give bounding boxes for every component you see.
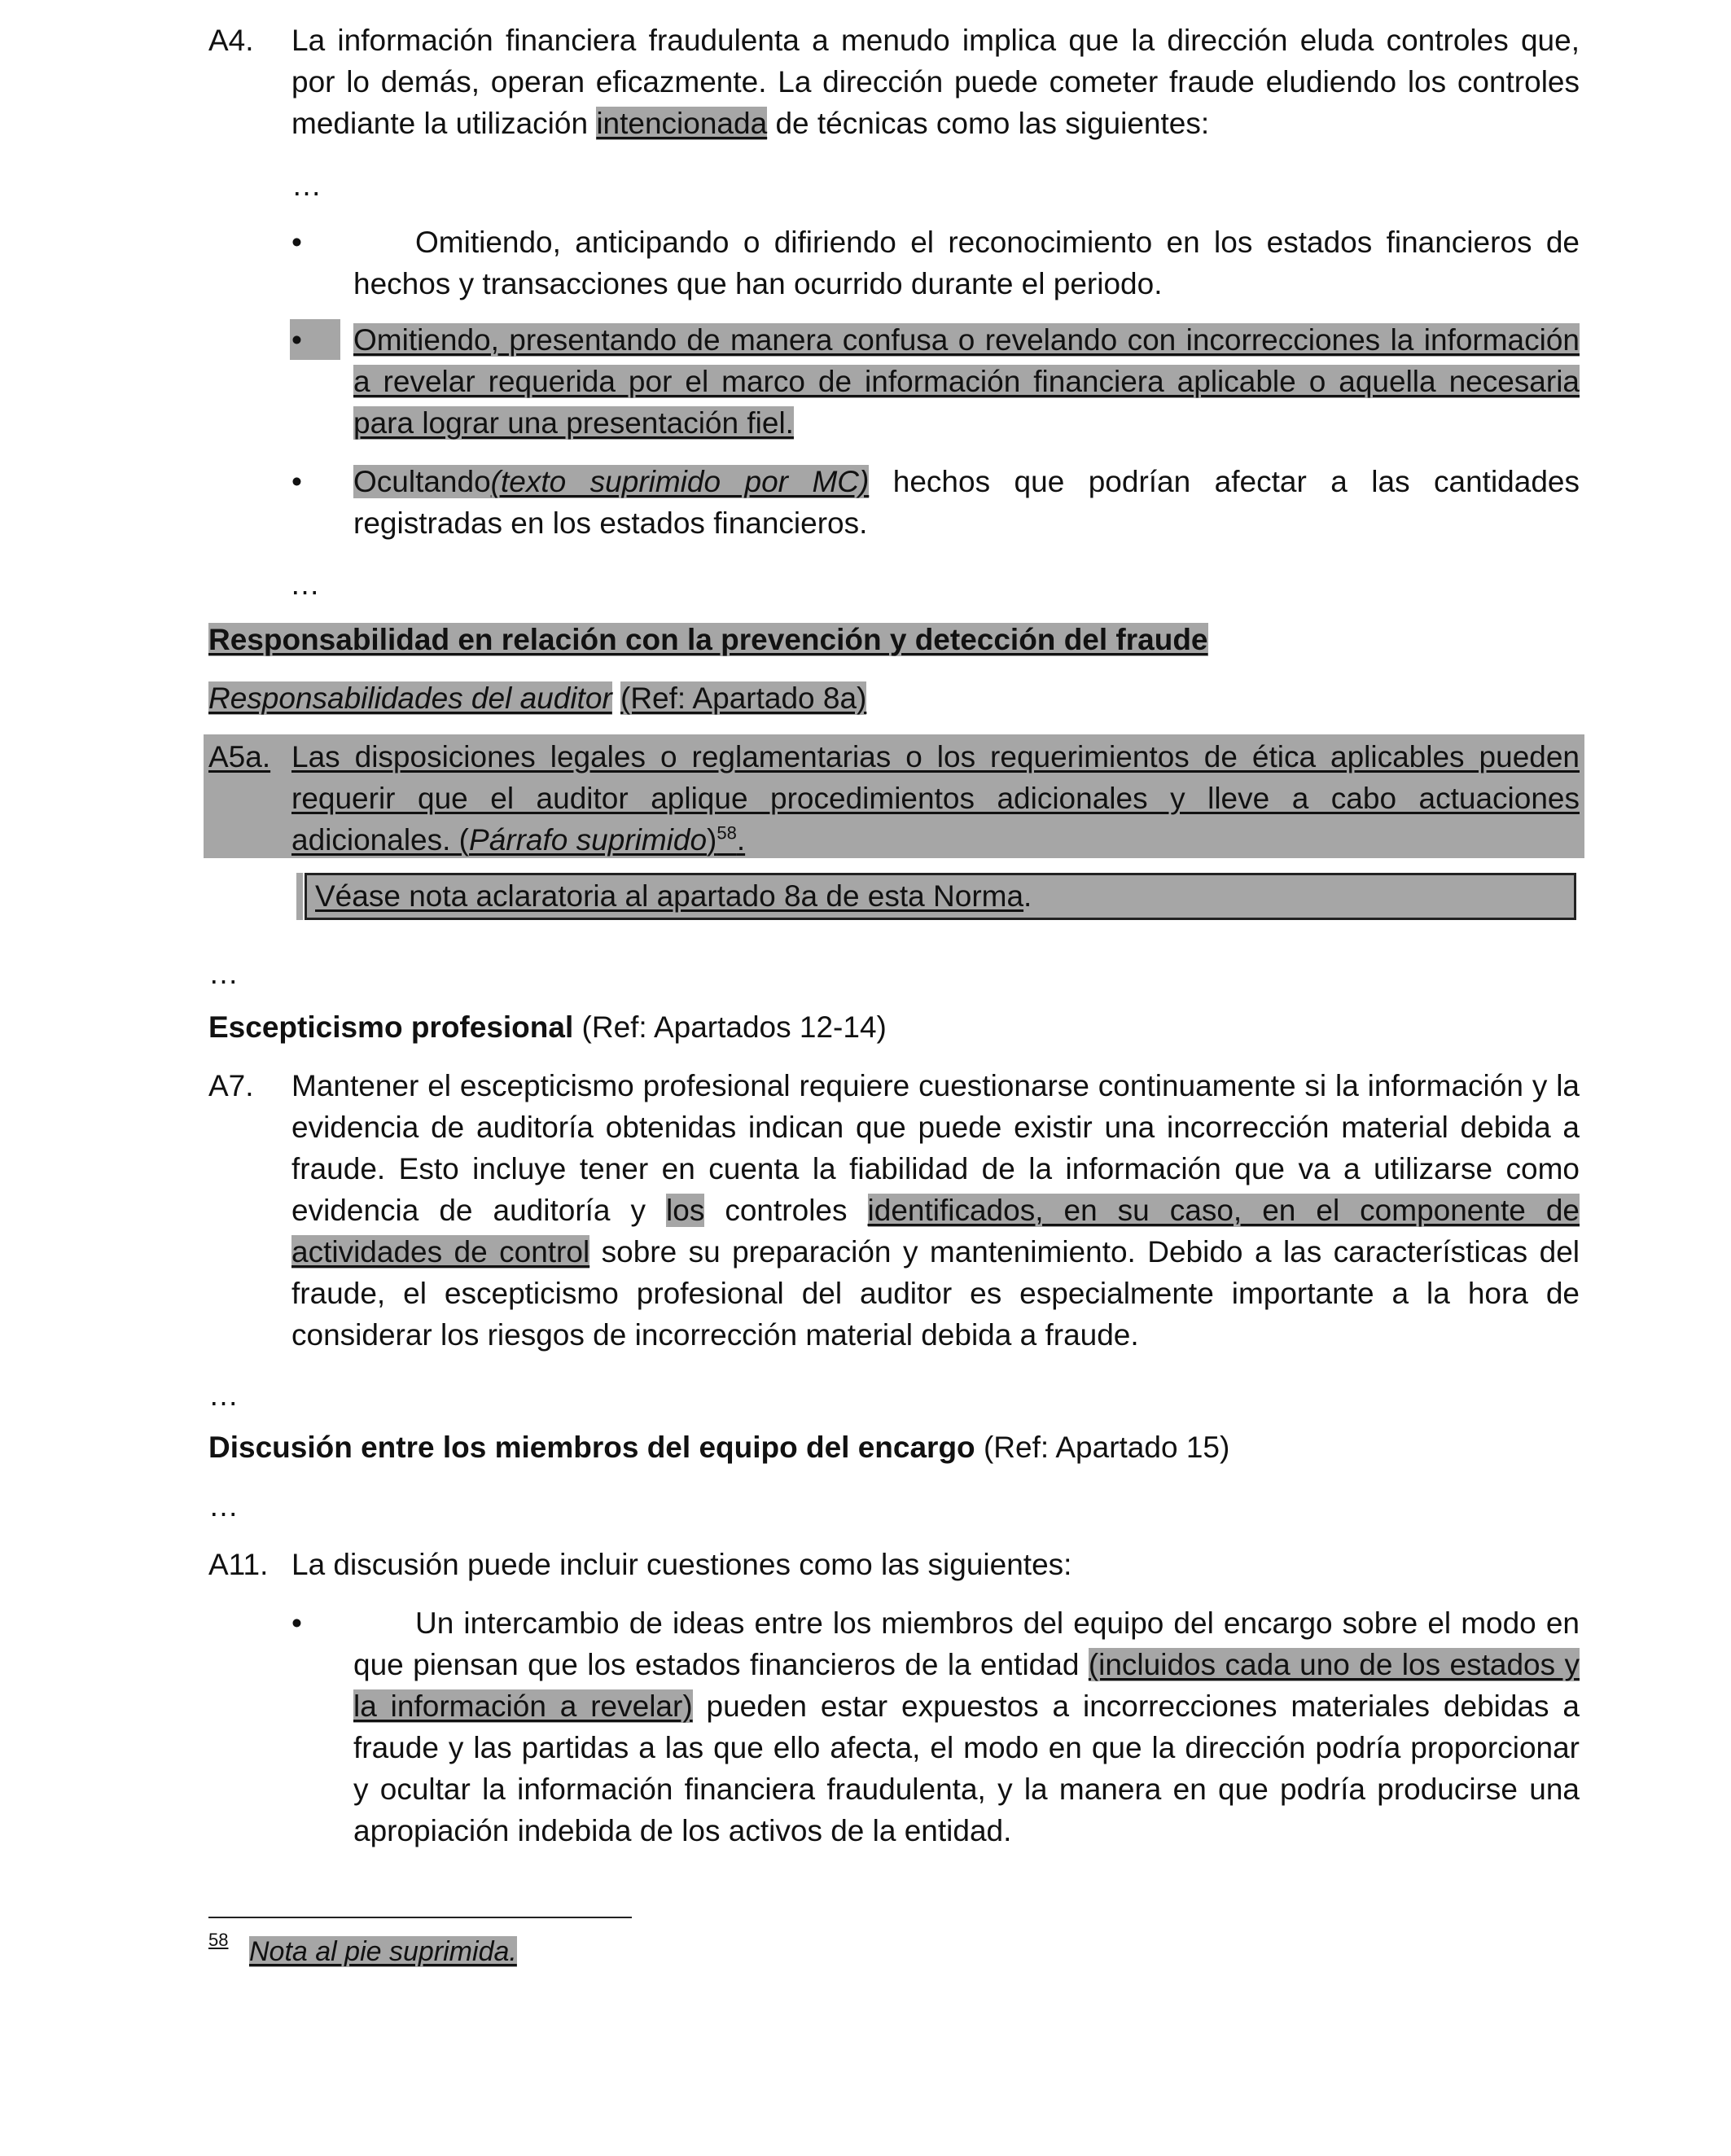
- a11-bullet-1-text-c: pueden estar expuestos a incorrecciones materiales debidas a fraude y las partidas a las que ello afecta, el modo en que la dirección podría proporcionar y ocultar la información financiera fraudulenta, y la manera en que podría producirse una apropiación indebida de los activos de la entidad.: [353, 1689, 1580, 1847]
- heading-escepticismo: [208, 1006, 887, 1048]
- a4-bullet-1: [353, 221, 1580, 305]
- footnote-number: 58: [208, 1930, 229, 1950]
- heading-responsabilidad: [208, 619, 1208, 660]
- paragraph-number-a4: A4.: [208, 24, 254, 57]
- bullet-a4-3: •: [291, 465, 302, 498]
- a4-bullet-2-text: Omitiendo, presentando de manera confusa o revelando con incorrecciones la información a revelar requerida por el marco de información financiera aplicable o aquella necesaria para lograr una presentación fiel.: [353, 323, 1580, 440]
- a4-text-3: de técnicas como las siguientes:: [767, 107, 1210, 140]
- paragraph-a11: La discusión puede incluir cuestiones como las siguientes:: [291, 1548, 1072, 1581]
- heading-discusion-title: Discusión entre los miembros del equipo del encargo: [208, 1431, 975, 1464]
- a5a-text-1: Las disposiciones legales o reglamentarias o los requerimientos de ética aplicables pueden requerir que el auditor aplique procedimientos adicionales y lleve a cabo actuaciones adicionales. (: [291, 740, 1580, 857]
- a7-text-5: sobre su preparación y mantenimiento. Debido a las características del fraude, el escepticismo profesional del auditor es especialmente importante a la hora de considerar los riesgos de incorrección material debida a fraude.: [291, 1235, 1580, 1352]
- a4-bullet-3: [353, 461, 1580, 544]
- a7-text-3: controles: [704, 1194, 868, 1227]
- heading-escepticismo-title: Escepticismo profesional: [208, 1010, 574, 1044]
- bullet-a11-1: •: [291, 1606, 302, 1640]
- clarifying-note-text: Véase nota aclaratoria al apartado 8a de esta Norma: [315, 879, 1024, 913]
- paragraph-number-a7: A7.: [208, 1069, 254, 1102]
- paragraph-a4: [291, 20, 1580, 144]
- heading-discusion-ref: (Ref: Apartado 15): [975, 1431, 1230, 1464]
- paragraph-a5a: [291, 736, 1580, 861]
- footnote-text: Nota al pie suprimida.: [249, 1936, 517, 1967]
- note-left-bar: [296, 873, 303, 920]
- ellipsis-a4: …: [291, 169, 322, 202]
- a4-bullet-3-text: hechos que podrían afectar a las cantidades registradas en los estados financieros.: [353, 465, 1580, 540]
- heading-responsabilidad-text: Responsabilidad en relación con la prevención y detección del fraude: [208, 623, 1208, 656]
- a5a-text-3: ): [707, 823, 717, 857]
- subheading-responsabilidades-auditor: [208, 677, 866, 719]
- a4-bullet-3-ocultando: Ocultando: [353, 465, 491, 498]
- a4-highlight-intencionada: intencionada: [596, 107, 768, 140]
- ellipsis-before-a11: …: [208, 1489, 239, 1523]
- subheading-ref: (Ref: Apartado 8a): [620, 681, 867, 715]
- a5a-text-4: .: [736, 823, 746, 857]
- a4-bullet-3-suprimido: (texto suprimido por MC): [490, 465, 870, 498]
- a5a-parrafo-suprimido: Párrafo suprimido: [469, 823, 708, 857]
- ellipsis-a4-end: …: [290, 567, 320, 601]
- footnote-separator: [208, 1917, 632, 1918]
- bullet-a4-2: •: [291, 323, 302, 357]
- a4-text-1: La información financiera fraudulenta a menudo implica que la dirección eluda controles que, por lo demás, operan eficazmente. La dirección puede cometer fraude eludiendo los controles mediante la utilización: [291, 24, 1580, 140]
- a7-highlight-los: los: [666, 1194, 705, 1227]
- a11-bullet-1-highlight: (incluidos cada uno de los estados y la información a revelar): [353, 1648, 1580, 1723]
- a5a-footnote-ref[interactable]: 58: [717, 822, 737, 844]
- ellipsis-after-a5a: …: [208, 957, 239, 990]
- a4-bullet-2: [353, 319, 1580, 444]
- paragraph-number-a11: A11.: [208, 1548, 269, 1581]
- bullet-a4-1: •: [291, 226, 302, 259]
- a4-bullet-1-text: Omitiendo, anticipando o difiriendo el reconocimiento en los estados financieros de hechos y transacciones que han ocurrido durante el periodo.: [353, 226, 1580, 300]
- a7-text-1: Mantener el escepticismo profesional requiere cuestionarse continuamente si la información y la evidencia de auditoría obtenidas indican que puede existir una incorrección material debida a fraude. Esto incluye tener en cuenta la fiabilidad de la información que va a utilizarse como evidencia de auditoría y: [291, 1069, 1580, 1227]
- clarifying-note-end: .: [1023, 879, 1032, 913]
- heading-discusion: [208, 1426, 1229, 1468]
- heading-escepticismo-ref: (Ref: Apartados 12-14): [573, 1010, 887, 1044]
- ellipsis-after-a7: …: [208, 1378, 239, 1412]
- a11-bullet-1-text-a: Un intercambio de ideas entre los miembros del equipo del encargo sobre el modo en que piensan que los estados financieros de la entidad: [353, 1606, 1580, 1681]
- paragraph-a7: [291, 1065, 1580, 1356]
- clarifying-note-box: [305, 873, 1576, 920]
- a11-bullet-1: [353, 1602, 1580, 1851]
- a7-highlight-identificados: identificados, en su caso, en el componente de actividades de control: [291, 1194, 1580, 1269]
- paragraph-number-a5a: A5a.: [208, 740, 271, 773]
- subheading-title: Responsabilidades del auditor: [208, 681, 612, 715]
- footnote: [249, 1933, 517, 1970]
